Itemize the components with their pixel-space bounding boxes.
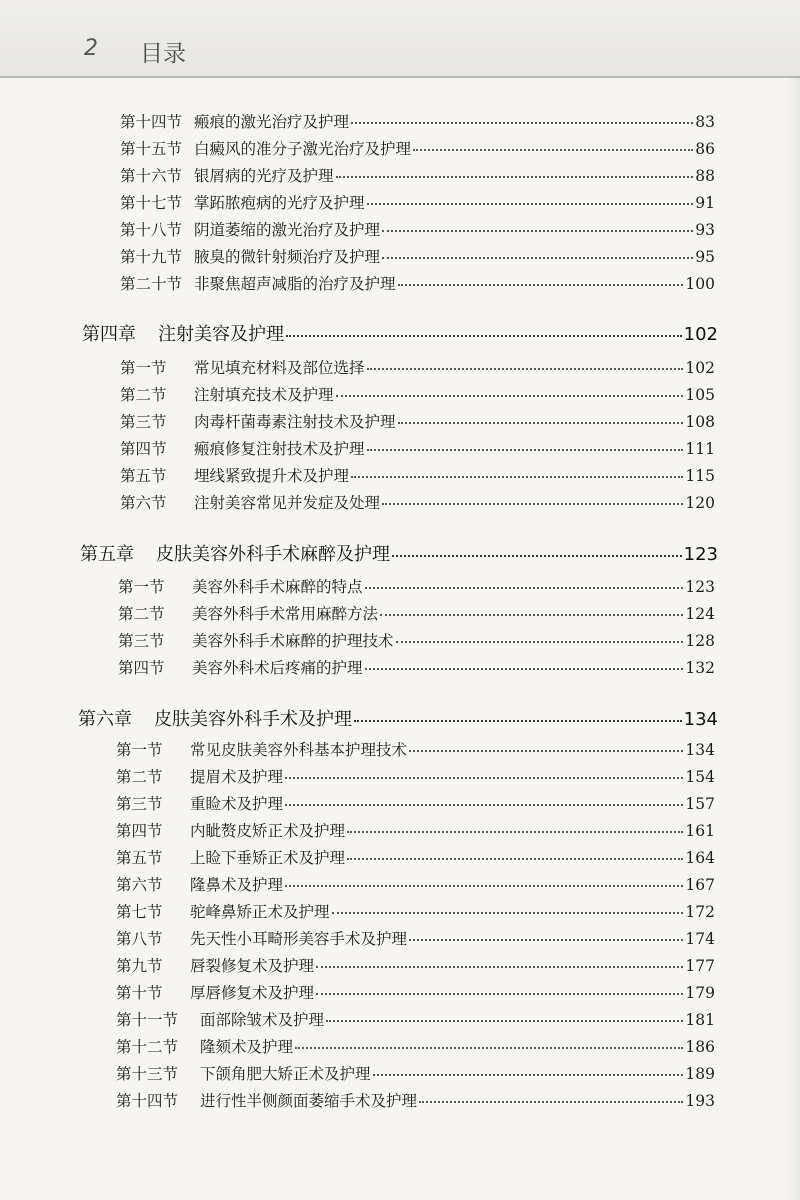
leader-dots [326, 1020, 683, 1022]
page-ref: 132 [685, 659, 715, 677]
section-title: 美容外科手术麻醉的护理技术 [192, 632, 394, 650]
section-title: 瘢痕的激光治疗及护理 [194, 113, 350, 131]
section-title: 唇裂修复术及护理 [190, 957, 315, 975]
leader-dots [380, 614, 683, 616]
leader-dots [367, 203, 694, 205]
section-title: 美容外科手术麻醉的特点 [192, 578, 363, 596]
toc-section-row [116, 792, 715, 814]
toc-section-row [118, 629, 715, 651]
page-ref: 120 [685, 494, 715, 512]
section-title: 白癜风的准分子激光治疗及护理 [194, 140, 412, 158]
toc-section-row [118, 575, 715, 597]
page-ref: 157 [685, 795, 715, 813]
section-title: 内眦赘皮矫正术及护理 [190, 822, 346, 840]
page-ref: 161 [685, 822, 715, 840]
toc-section-row [120, 191, 715, 213]
toc-section-row [116, 1062, 715, 1084]
page-ref: 189 [685, 1065, 715, 1083]
toc-section-row [120, 137, 715, 159]
page-ref: 124 [685, 605, 715, 623]
page-ref: 181 [685, 1011, 715, 1029]
toc-section-row [120, 164, 715, 186]
leader-dots [316, 966, 683, 968]
page-ref: 164 [685, 849, 715, 867]
section-number: 第六节 [116, 876, 163, 894]
leader-dots [347, 831, 683, 833]
section-number: 第十节 [116, 984, 163, 1002]
toc-section-row [118, 656, 715, 678]
toc-section-row [120, 491, 715, 513]
leader-dots [365, 587, 684, 589]
section-number: 第四节 [120, 440, 167, 458]
section-number: 第十四节 [116, 1092, 179, 1110]
section-number: 第一节 [118, 578, 165, 596]
page-ref: 179 [685, 984, 715, 1002]
section-number: 第五节 [116, 849, 163, 867]
toc-section-row [116, 819, 715, 841]
toc-section-row [120, 410, 715, 432]
section-number: 第十八节 [120, 221, 183, 239]
page-title: 目录 [140, 41, 186, 67]
page-ref: 95 [695, 248, 715, 266]
page-ref: 177 [685, 957, 715, 975]
leader-dots [365, 668, 684, 670]
section-title: 重睑术及护理 [190, 795, 284, 813]
toc-section-row [120, 383, 715, 405]
toc-chapter-row [78, 705, 718, 731]
toc-section-row [120, 218, 715, 240]
toc-section-row [120, 437, 715, 459]
leader-dots [382, 230, 693, 232]
leader-dots [392, 555, 682, 557]
section-title: 美容外科术后疼痛的护理 [192, 659, 363, 677]
leader-dots [409, 750, 683, 752]
leader-dots [396, 641, 684, 643]
page-ref: 108 [685, 413, 715, 431]
toc-section-row [120, 464, 715, 486]
section-title: 注射填充技术及护理 [194, 386, 334, 404]
toc-chapter-row [80, 540, 718, 566]
section-title: 进行性半侧颜面萎缩手术及护理 [200, 1092, 418, 1110]
section-number: 第三节 [116, 795, 163, 813]
leader-dots [382, 257, 693, 259]
page-ref: 93 [695, 221, 715, 239]
toc-section-row [116, 1008, 715, 1030]
section-title: 常见填充材料及部位选择 [194, 359, 365, 377]
section-title: 阴道萎缩的激光治疗及护理 [194, 221, 381, 239]
section-number: 第九节 [116, 957, 163, 975]
leader-dots [398, 284, 684, 286]
page-ref: 134 [685, 741, 715, 759]
section-number: 第六节 [120, 494, 167, 512]
leader-dots [351, 122, 693, 124]
page-ref: 102 [683, 324, 718, 345]
section-number: 第四节 [116, 822, 163, 840]
page-ref: 102 [685, 359, 715, 377]
page-ref: 105 [685, 386, 715, 404]
toc-section-row [116, 927, 715, 949]
section-title: 下颌角肥大矫正术及护理 [200, 1065, 371, 1083]
section-title: 厚唇修复术及护理 [190, 984, 315, 1002]
leader-dots [332, 912, 684, 914]
section-number: 第十三节 [116, 1065, 179, 1083]
page-ref: 86 [695, 140, 715, 158]
leader-dots [286, 335, 682, 337]
section-number: 第十五节 [120, 140, 183, 158]
section-title: 注射美容常见并发症及处理 [194, 494, 381, 512]
leader-dots [419, 1101, 683, 1103]
page-ref: 111 [685, 440, 715, 458]
section-title: 肉毒杆菌毒素注射技术及护理 [194, 413, 396, 431]
section-number: 第二节 [118, 605, 165, 623]
section-title: 常见皮肤美容外科基本护理技术 [190, 741, 408, 759]
page-ref: 134 [683, 709, 718, 730]
section-number: 第十六节 [120, 167, 183, 185]
section-number: 第七节 [116, 903, 163, 921]
chapter-number: 第五章 [80, 544, 134, 565]
chapter-title: 皮肤美容外科手术麻醉及护理 [156, 544, 390, 565]
page-ref: 123 [683, 544, 718, 565]
section-title: 非聚焦超声减脂的治疗及护理 [194, 275, 396, 293]
section-title: 埋线紧致提升术及护理 [194, 467, 350, 485]
section-title: 先天性小耳畸形美容手术及护理 [190, 930, 408, 948]
leader-dots [347, 858, 683, 860]
leader-dots [398, 422, 684, 424]
section-number: 第一节 [120, 359, 167, 377]
section-number: 第十七节 [120, 194, 183, 212]
section-title: 驼峰鼻矫正术及护理 [190, 903, 330, 921]
toc-chapter-row [82, 320, 718, 346]
page-ref: 193 [685, 1092, 715, 1110]
toc-section-row [116, 846, 715, 868]
leader-dots [367, 368, 684, 370]
section-number: 第二节 [120, 386, 167, 404]
toc-section-row [120, 110, 715, 132]
section-title: 银屑病的光疗及护理 [194, 167, 334, 185]
section-title: 面部除皱术及护理 [200, 1011, 325, 1029]
toc-section-row [118, 602, 715, 624]
page-number: 2 [84, 36, 98, 61]
page-ref: 186 [685, 1038, 715, 1056]
section-title: 掌跖脓疱病的光疗及护理 [194, 194, 365, 212]
toc-section-row [116, 1035, 715, 1057]
section-title: 隆鼻术及护理 [190, 876, 284, 894]
toc-section-row [120, 245, 715, 267]
section-number: 第三节 [118, 632, 165, 650]
toc-section-row [116, 873, 715, 895]
section-number: 第五节 [120, 467, 167, 485]
section-number: 第十九节 [120, 248, 183, 266]
page-ref: 154 [685, 768, 715, 786]
section-number: 第二十节 [120, 275, 183, 293]
page-ref: 123 [685, 578, 715, 596]
section-number: 第十二节 [116, 1038, 179, 1056]
section-number: 第十一节 [116, 1011, 179, 1029]
section-title: 美容外科手术常用麻醉方法 [192, 605, 379, 623]
section-title: 上睑下垂矫正术及护理 [190, 849, 346, 867]
leader-dots [336, 395, 684, 397]
section-title: 提眉术及护理 [190, 768, 284, 786]
section-title: 瘢痕修复注射技术及护理 [194, 440, 365, 458]
page-ref: 167 [685, 876, 715, 894]
section-number: 第八节 [116, 930, 163, 948]
chapter-number: 第四章 [82, 324, 136, 345]
leader-dots [336, 176, 694, 178]
page-ref: 88 [695, 167, 715, 185]
toc-section-row [116, 981, 715, 1003]
leader-dots [382, 503, 683, 505]
leader-dots [354, 720, 682, 722]
page-ref: 83 [695, 113, 715, 131]
leader-dots [316, 993, 683, 995]
page-ref: 174 [685, 930, 715, 948]
section-number: 第十四节 [120, 113, 183, 131]
toc-section-row [120, 272, 715, 294]
leader-dots [285, 885, 683, 887]
section-number: 第四节 [118, 659, 165, 677]
section-title: 隆颏术及护理 [200, 1038, 294, 1056]
page-ref: 172 [685, 903, 715, 921]
page-ref: 115 [685, 467, 715, 485]
page-ref: 100 [685, 275, 715, 293]
leader-dots [367, 449, 684, 451]
leader-dots [285, 804, 683, 806]
leader-dots [413, 149, 693, 151]
section-title: 腋臭的微针射频治疗及护理 [194, 248, 381, 266]
leader-dots [373, 1074, 684, 1076]
page-ref: 128 [685, 632, 715, 650]
page-ref: 91 [695, 194, 715, 212]
section-number: 第三节 [120, 413, 167, 431]
chapter-title: 皮肤美容外科手术及护理 [154, 709, 352, 730]
leader-dots [285, 777, 683, 779]
toc-section-row [120, 356, 715, 378]
chapter-title: 注射美容及护理 [158, 324, 284, 345]
leader-dots [295, 1047, 683, 1049]
toc-section-row [116, 954, 715, 976]
section-number: 第二节 [116, 768, 163, 786]
leader-dots [351, 476, 683, 478]
toc-section-row [116, 900, 715, 922]
chapter-number: 第六章 [78, 709, 132, 730]
toc-section-row [116, 765, 715, 787]
toc-section-row [116, 738, 715, 760]
section-number: 第一节 [116, 741, 163, 759]
toc-section-row [116, 1089, 715, 1111]
leader-dots [409, 939, 683, 941]
